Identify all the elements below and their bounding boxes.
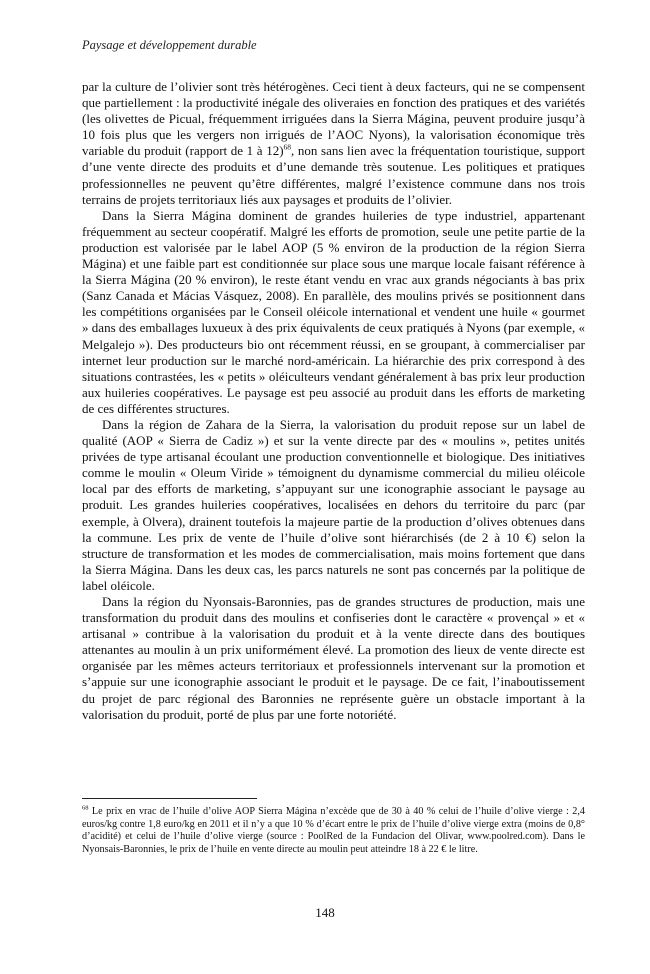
- footnote-68: [82, 806, 585, 856]
- running-title: Paysage et développement durable: [82, 38, 257, 52]
- paragraph-2: Dans la Sierra Mágina dominent de grandes huileries de type industriel, appartenant fréquemment au secteur coopératif. Malgré les efforts de promotion, seule une petite partie de la production est valorisée par le label AOP (5 % environ de la production de la région Sierra Mágina) et une faible part est conditionnée sur place sous une marque locale faisant référence à la Sierra Mágina (20 % environ), le reste étant vendu en vrac aux grands négociants à bas prix (Sanz Canada et Mácias Vásquez, 2008). En parallèle, des moulins privés se positionnent dans les compétitions organisées par le Conseil oléicole international et vendent une huile « gourmet » dans des emballages luxueux à des prix équivalents de ceux pratiqués à Nyons (par exemple, « Melgalejo »). Des producteurs bio ont récemment réussi, en se groupant, à commercialiser par internet leur production sur le marché nord-américain. La hiérarchie des prix correspond à des situations contrastées, les « petits » oléiculteurs vendant généralement à bas prix leur production aux huileries coopératives. Le paysage est peu associé au produit dans les efforts de marketing de ces différentes structures.: [82, 207, 585, 416]
- main-text: [82, 79, 585, 723]
- paragraph-1-text-a: par la culture de l’olivier sont très hétérogènes. Ceci tient à deux facteurs, qui ne se compensent que partiellement : la productivité inégale des oliveraies en fonction des pratiques et des variétés (les olivettes de Picual, fréquemment irriguées dans la Sierra Mágina, peuvent produire jusqu’à 10 fois plus que les vergers non irrigués de l’AOC Nyons), la valorisation économique très variable du produit (rapport de 1 à 12): [82, 79, 585, 159]
- footnote-separator: [82, 798, 257, 799]
- footnote-marker: 68: [82, 804, 89, 812]
- footnote-text: Le prix en vrac de l’huile d’olive AOP Sierra Mágina n’excède que de 30 à 40 % celui de l’huile d’olive vierge : 2,4 euros/kg contre 1,8 euro/kg en 2011 et il n’y a que 10 % d’écart entre le prix de l’huile d’olive vierge extra (moins de 0,8° d’acidité) et celui de l’huile d’olive vierge (source : PoolRed de la Fundacion del Olivar, www.poolred.com). Dans le Nyonsais-Baronnies, le prix de l’huile en vente directe au moulin peut atteindre 18 à 22 € le litre.: [82, 806, 585, 855]
- paragraph-3: Dans la région de Zahara de la Sierra, la valorisation du produit repose sur un label de qualité (AOP « Sierra de Cadiz ») et sur la vente directe par des « moulins », petites unités privées de type artisanal écoulant une production conventionnelle et biologique. Des initiatives comme le moulin « Oleum Viride » témoignent du dynamisme commercial du milieu oléicole local par des efforts de marketing, s’appuyant sur une iconographie associant le paysage au produit. Les grandes huileries coopératives, localisées en dehors du territoire du parc (par exemple, à Olvera), drainent toutefois la majeure partie de la production d’olives obtenues dans la commune. Les prix de vente de l’huile d’olive sont hiérarchisés (de 2 à 10 €) selon la structure de transformation et les modes de commercialisation, mais moins fortement que dans la Sierra Mágina. Dans les deux cas, les parcs naturels ne sont pas concernés par la politique de label oléicole.: [82, 416, 585, 593]
- paragraph-1-text-b: , non sans lien avec la fréquentation touristique, support d’une vente directe des produits et d’une demande très soutenue. Les politiques et pratiques professionnelles ne peuvent qu’être différentes, malgré l’existence commune dans nos trois terrains de projets territoriaux liés aux paysages et produits de l’olivier.: [82, 143, 586, 207]
- paragraph-4: Dans la région du Nyonsais-Baronnies, pas de grandes structures de production, mais une transformation du produit dans des moulins et confiseries dont le caractère « provençal » et « artisanal » contribue à la valorisation du produit et à la vente directe dans des boutiques attenantes au moulin à un prix uniformément élevé. La promotion des lieux de vente directe est organisée par les mêmes acteurs territoriaux et professionnels intervenant sur la promotion et s’appuie sur une iconographie associant le produit et le paysage. De ce fait, l’inaboutissement du projet de parc régional des Baronnies ne représente guère un obstacle important à la valorisation du produit, porté de plus par une forte notoriété.: [82, 594, 585, 722]
- page-number: 148: [315, 905, 335, 920]
- paragraph-1: [82, 79, 585, 208]
- footnote-reference-68[interactable]: 68: [283, 143, 292, 153]
